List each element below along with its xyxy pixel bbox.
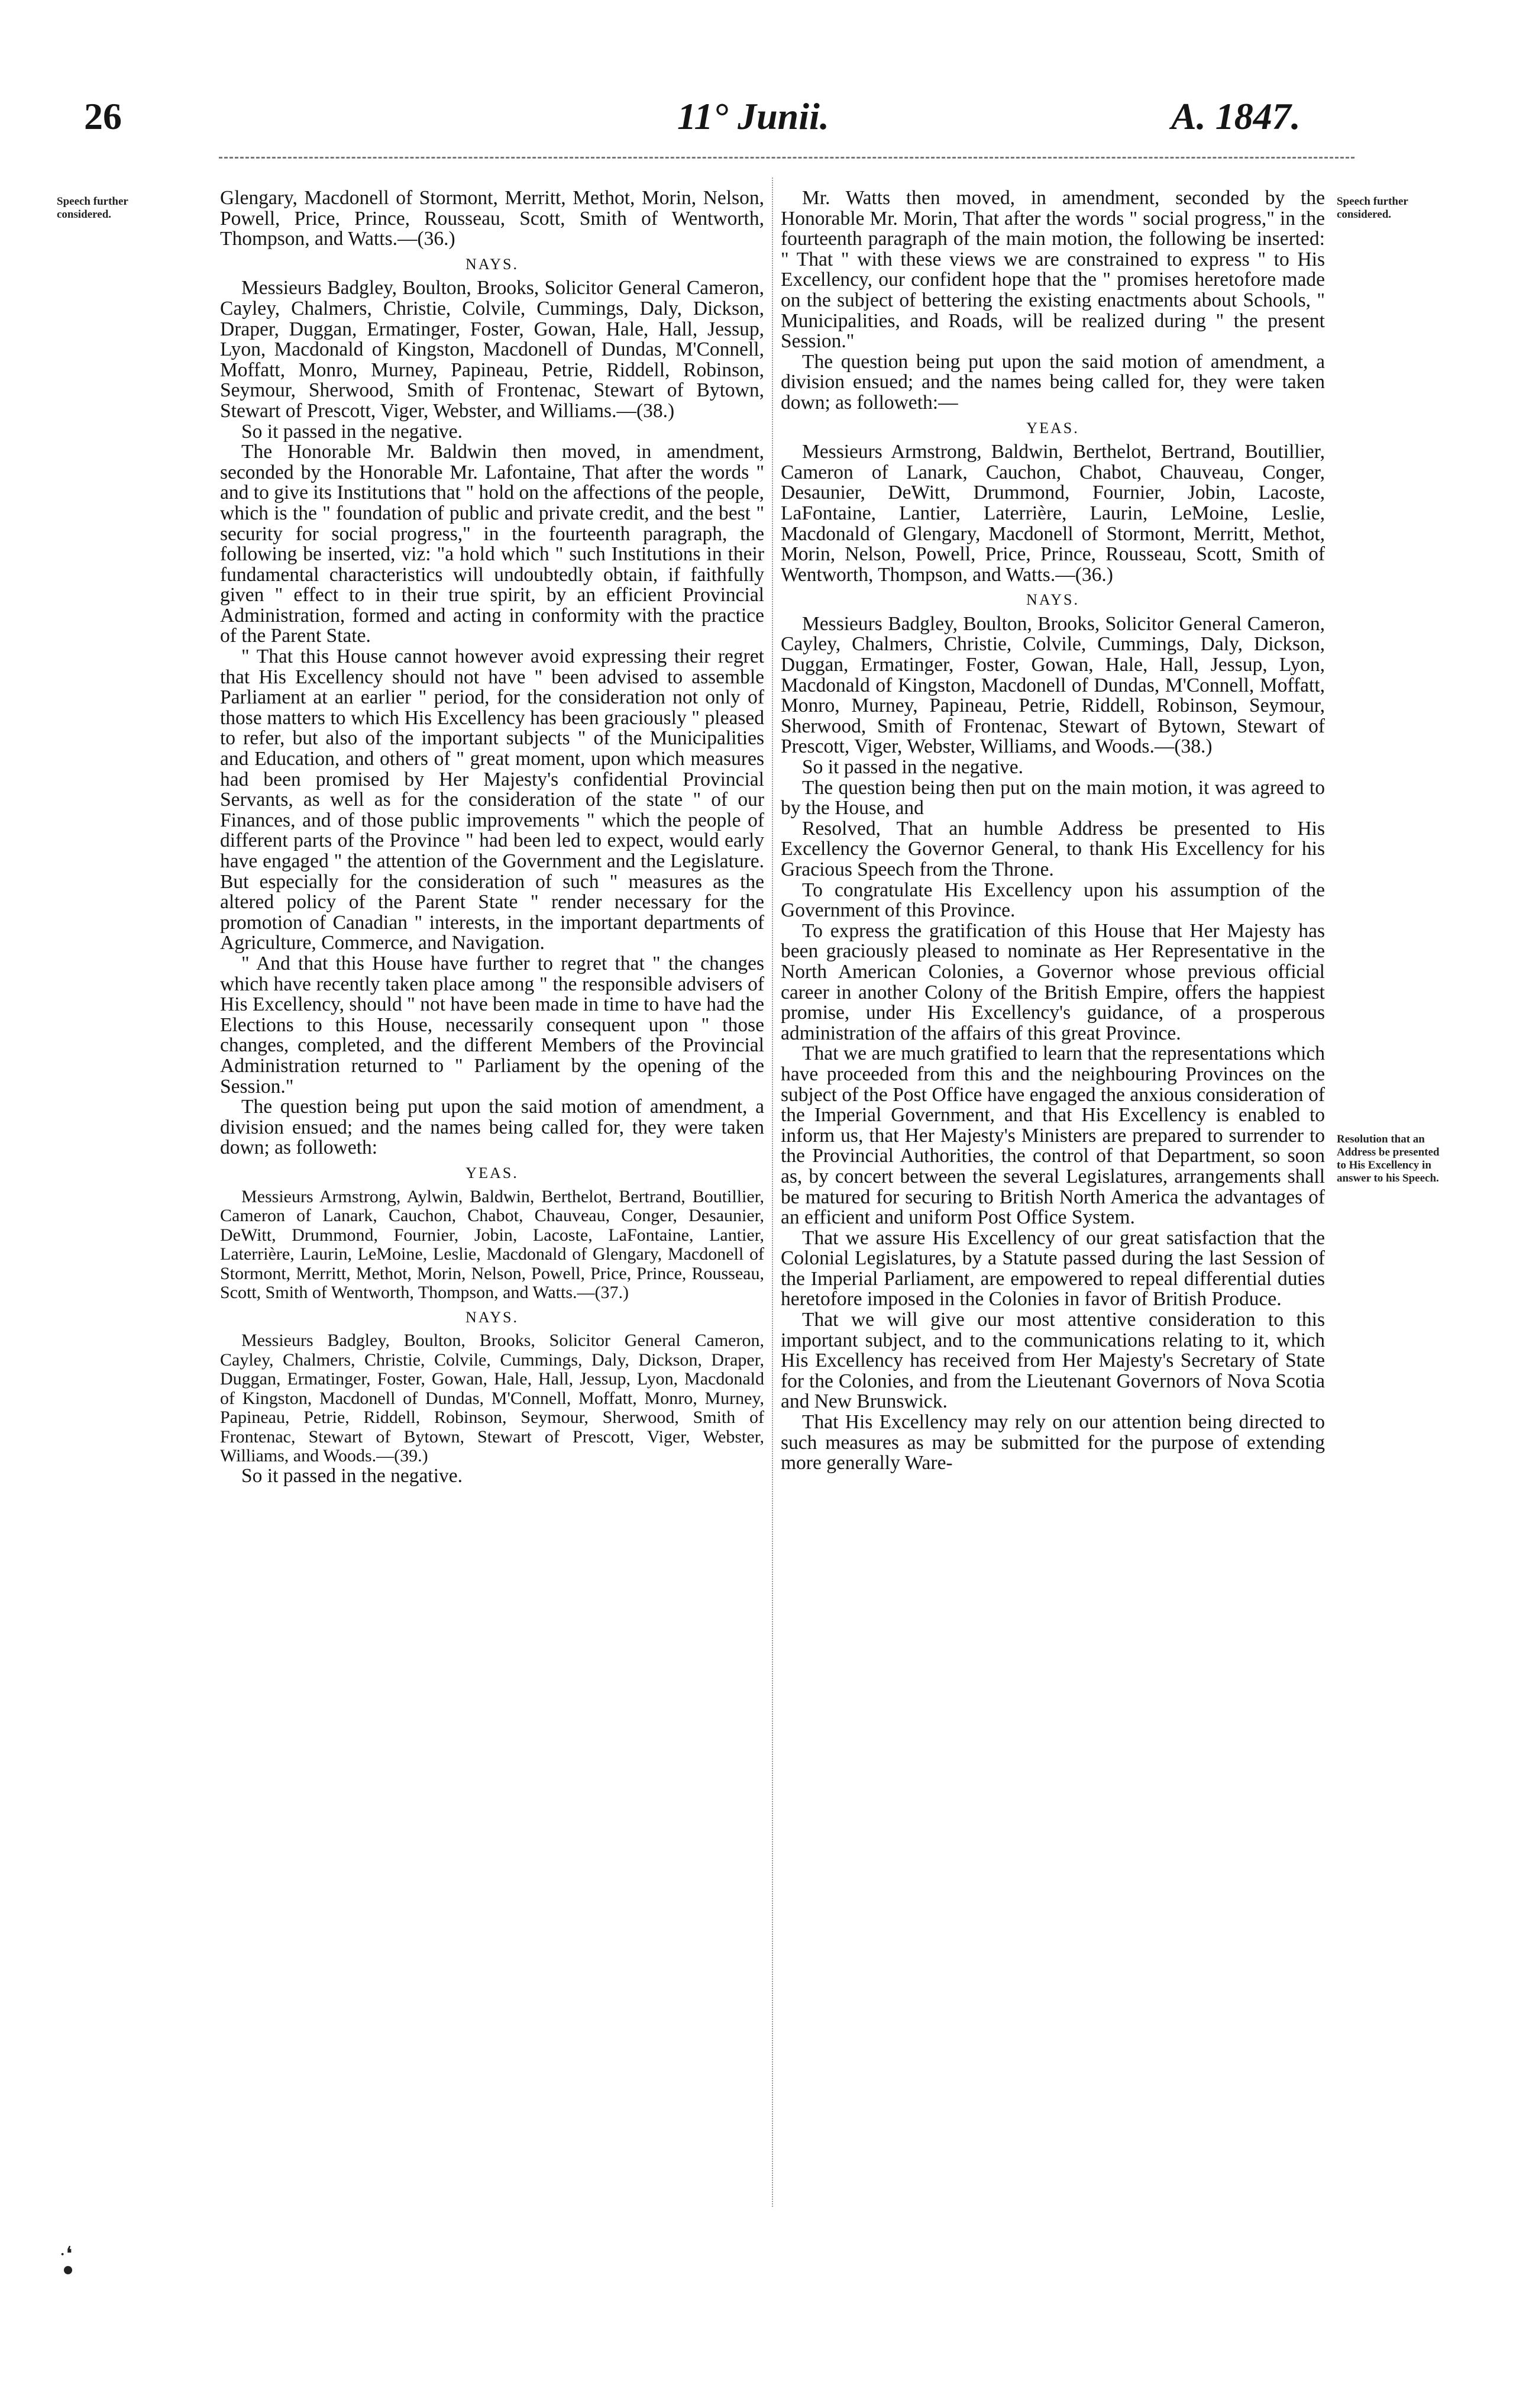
result-line-right: So it passed in the negative. [802, 756, 1024, 779]
division-intro: The question being put upon the said motion of amendment, a division ensued; and the names being called for, they were taken down; as followeth: [220, 1096, 764, 1159]
differential-duties-paragraph: That we assure His Excellency of our great satisfaction that the Colonial Legislatures, by a Statute passed during the last Session of the Imperial Parliament, are empowered to repeal differential duties heretofore imposed in the Colonies in favor of British Produce. [781, 1226, 1325, 1310]
margin-note-right-mid: Resolution that an Address be presented to His Excellency in answer to his Speech. [1337, 1133, 1440, 1184]
baldwin-amendment: The Honorable Mr. Baldwin then moved, in amendment, seconded by the Honorable Mr. Lafontaine, That after the words " and to give its Institutions that " hold on the affections of the people, which is the " foundation of public and private credit, and the best " security for social progress," in the fourteenth paragraph, the following be inserted, viz: "a hold which " such Institutions in their fundamental characteristics will undoubtedly obtain, if faithfully given " effect to in their true spirit, by an efficient Provincial Administration, formed and acting in conformity with the practice of the Parent State. [220, 441, 764, 647]
nays-heading-2: NAYS. [465, 1308, 519, 1326]
page-header [0, 95, 1513, 154]
result-line-2: So it passed in the negative. [241, 1464, 463, 1487]
nays-heading-right: NAYS. [1026, 591, 1079, 609]
yeas-list-right: Messieurs Armstrong, Baldwin, Berthelot, Bertrand, Boutillier, Cameron of Lanark, Cauchon, Chabot, Chauveau, Conger, Desaunier, DeWitt, Drummond, Fournier, Jobin, Lacoste, LaFontaine, Lantier, Laterrière, Laurin, LeMoine, Leslie, Macdonald of Glengary, Macdonell of Stormont, Merritt, Methot, Morin, Nelson, Powell, Price, Prince, Rousseau, Scott, Smith of Wentworth, Thompson, and Watts.—(36.) [781, 441, 1325, 586]
yeas-heading: YEAS. [465, 1164, 519, 1182]
yeas-list: Messieurs Armstrong, Aylwin, Baldwin, Berthelot, Bertrand, Boutillier, Cameron of Lanark, Cauchon, Chabot, Chauveau, Conger, Desaunier, DeWitt, Drummond, Fournier, Jobin, Lacoste, LaFontaine, Lantier, Laterrière, Laurin, LeMoine, Leslie, Macdonald of Glengary, Macdonell of Stormont, Merritt, Methot, Morin, Nelson, Powell, Price, Prince, Rousseau, Scott, Smith of Wentworth, Thompson, and Watts.—(37.) [220, 1186, 764, 1302]
resolution-address: Resolved, That an humble Address be presented to His Excellency the Governor General, to thank His Excellency for his Gracious Speech from the Throne. [781, 817, 1325, 880]
header-rule [219, 157, 1354, 159]
page-year: A. 1847. [1171, 95, 1301, 137]
page-date: 11° Junii. [677, 95, 829, 137]
nays-list-right: Messieurs Badgley, Boulton, Brooks, Solicitor General Cameron, Cayley, Chalmers, Christie, Colvile, Cummings, Daly, Dickson, Duggan, Ermatinger, Foster, Gowan, Hale, Hall, Jessup, Lyon, Macdonald of Kingston, Macdonell of Dundas, M'Connell, Moffatt, Monro, Murney, Papineau, Petrie, Riddell, Robinson, Seymour, Sherwood, Smith of Frontenac, Stewart of Bytown, Stewart of Prescott, Viger, Webster, Williams, and Woods.—(38.) [781, 612, 1325, 758]
nays-list-2: Messieurs Badgley, Boulton, Brooks, Solicitor General Cameron, Cayley, Chalmers, Christie, Colvile, Cummings, Daly, Dickson, Draper, Duggan, Ermatinger, Foster, Gowan, Hale, Hall, Jessup, Lyon, Macdonald of Kingston, Macdonell of Dundas, M'Connell, Moffatt, Monro, Murney, Papineau, Petrie, Riddell, Robinson, Seymour, Sherwood, Smith of Frontenac, Stewart of Bytown, Stewart of Prescott, Viger, Webster, Williams, and Woods.—(39.) [220, 1331, 764, 1466]
gratification-paragraph: To express the gratification of this House that Her Majesty has been graciously pleased to nominate as Her Representative in the North American Colonies, a Governor whose previous official career in another Colony of the British Empire, offers the happiest promise, under His Excellency's guidance, of a prosperous administration of the affairs of this great Province. [781, 919, 1325, 1044]
watts-amendment: Mr. Watts then moved, in amendment, seconded by the Honorable Mr. Morin, That after the words " social progress," in the fourteenth paragraph of the main motion, the following be inserted: " That " with these views we are constrained to express " to His Excellency, our confident hope that the " promises heretofore made on the subject of bettering the existing enactments about Schools, " Municipalities, and Roads, will be realized during " the present Session." [781, 187, 1325, 353]
division-list-continued: Glengary, Macdonell of Stormont, Merritt, Methot, Morin, Nelson, Powell, Price, Prince, Rousseau, Scott, Smith of Wentworth, Thompson, and Watts.—(36.) [220, 187, 764, 250]
column-divider [772, 177, 773, 2207]
yeas-heading-right: YEAS. [1026, 419, 1079, 437]
division-intro-right: The question being put upon the said motion of amendment, a division ensued; and the names being called for, they were taken down; as followeth:— [781, 350, 1325, 414]
congratulate-paragraph: To congratulate His Excellency upon his assumption of the Government of this Province. [781, 879, 1325, 922]
nays-heading: NAYS. [465, 255, 519, 273]
ink-dot [64, 2266, 72, 2274]
result-line: So it passed in the negative. [241, 420, 463, 443]
margin-note-left: Speech further considered. [57, 195, 128, 221]
margin-note-right-top: Speech further considered. [1337, 195, 1408, 221]
print-mark: ·❛ [59, 2244, 73, 2265]
amendment-changes-paragraph: " And that this House have further to regret that " the changes which have recently taken place among " the responsible advisers of His Excellency, should " not have been made in time to have had the Elections to this House, necessarily consequent upon " those changes, completed, and the different Members of the Provincial Administration returned to " Parliament by the opening of the Session." [220, 952, 764, 1098]
right-column [781, 188, 1325, 1474]
nays-list: Messieurs Badgley, Boulton, Brooks, Solicitor General Cameron, Cayley, Chalmers, Christie, Colvile, Cummings, Daly, Dickson, Draper, Duggan, Ermatinger, Foster, Gowan, Hale, Hall, Jessup, Lyon, Macdonald of Kingston, Macdonell of Dundas, M'Connell, Moffatt, Monro, Murney, Papineau, Petrie, Riddell, Robinson, Seymour, Sherwood, Smith of Frontenac, Stewart of Bytown, Stewart of Prescott, Viger, Webster, and Williams.—(38.) [220, 277, 764, 422]
left-column [220, 188, 764, 1486]
page-number: 26 [84, 95, 122, 137]
amendment-regret-paragraph: " That this House cannot however avoid expressing their regret that His Excellency should not have " been advised to assemble Parliament at an earlier " period, for the consideration not only of those matters to which His Excellency has been graciously " pleased to refer, but also of the important subjects " of the Municipalities and Education, and others of " great moment, upon which measures had been promised by Her Majesty's confidential Provincial Servants, as well as for the consideration of the state " of our Finances, and of those public improvements " which the people of different parts of the Province " had been led to expect, would early have engaged " the attention of the Government and the Legislature. But especially for the consideration of such " measures as the altered policy of the Parent State " render necessary for the promotion of Canadian " interests, in the important departments of Agriculture, Commerce, and Navigation. [220, 645, 764, 954]
consideration-paragraph: That we will give our most attentive consideration to this important subject, and to the communications relating to it, which His Excellency has received from Her Majesty's Secretary of State for the Colonies, and from the Lieutenant Governors of Nova Scotia and New Brunswick. [781, 1309, 1325, 1413]
main-motion-line: The question being then put on the main motion, it was agreed to by the House, and [781, 776, 1325, 819]
post-office-paragraph: That we are much gratified to learn that the representations which have proceeded from this and the neighbouring Provinces on the subject of the Post Office have engaged the anxious consideration of the Imperial Government, and that His Excellency is enabled to inform us, that Her Majesty's Ministers are prepared to surrender to the Provincial Authorities, the control of that Department, so soon as, by concert between the several Legislatures, arrangements shall be matured for securing to British North America the advantages of an efficient and uniform Post Office System. [781, 1042, 1325, 1229]
attention-paragraph: That His Excellency may rely on our attention being directed to such measures as may be submitted for the purpose of extending more generally Ware- [781, 1411, 1325, 1474]
